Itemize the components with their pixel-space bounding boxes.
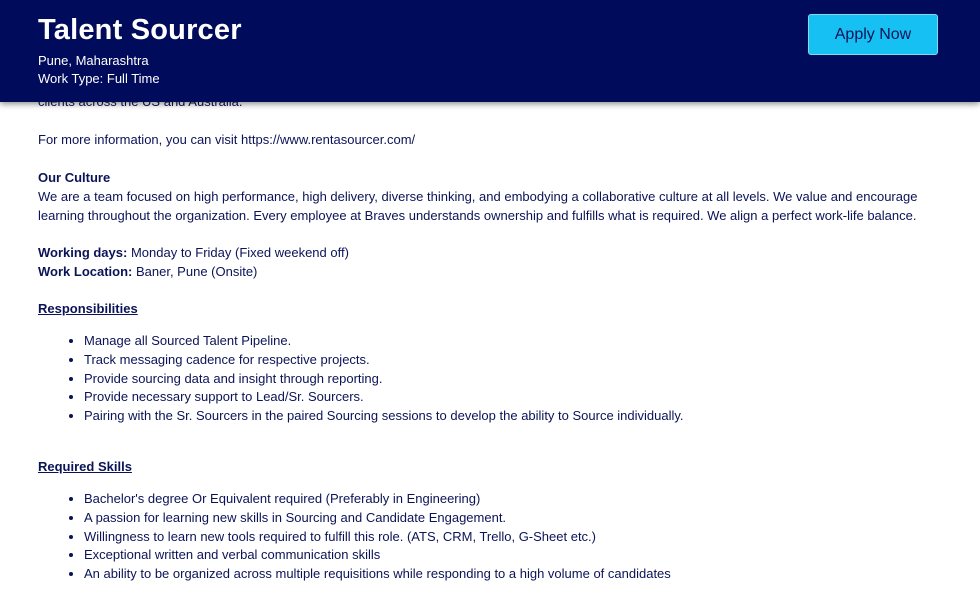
- apply-now-button[interactable]: Apply Now: [808, 14, 938, 55]
- job-location: Pune, Maharashtra: [38, 53, 149, 68]
- working-days-label: Working days:: [38, 245, 128, 260]
- list-item: • Willingness to learn new tools required to fulfill this role. (ATS, CRM, Trello, G-Sheet etc.): [84, 528, 964, 547]
- culture-text: We are a team focused on high performance, high delivery, diverse thinking, and embodying a collaborative culture at all levels. We value and encourage learning throughout the organization. Every employee at Braves understands ownership and fulfills what is required. We align a perfect work-life balance.: [38, 189, 918, 223]
- list-item: • Pairing with the Sr. Sourcers in the paired Sourcing sessions to develop the ability to Source individually.: [84, 407, 964, 426]
- more-info-text: For more information, you can visit https://www.rentasourcer.com/: [38, 132, 416, 147]
- work-location-value: Baner, Pune (Onsite): [132, 264, 258, 279]
- list-item: • Bachelor's degree Or Equivalent required (Preferably in Engineering): [84, 490, 964, 509]
- job-header: [0, 0, 980, 102]
- work-location: [38, 263, 938, 282]
- list-item: • Provide sourcing data and insight through reporting.: [84, 370, 964, 389]
- list-item: • An ability to be organized across multiple requisitions while responding to a high volume of candidates: [84, 565, 964, 584]
- culture-heading: Our Culture: [38, 170, 111, 185]
- list-item: • A passion for learning new skills in Sourcing and Candidate Engagement.: [84, 509, 964, 528]
- work-type: Work Type: Full Time: [38, 71, 160, 86]
- responsibilities-list: [38, 332, 964, 426]
- list-item: • Exceptional written and verbal communication skills: [84, 546, 964, 565]
- working-days: [38, 244, 938, 263]
- job-title: Talent Sourcer: [38, 14, 242, 46]
- list-item: • Provide necessary support to Lead/Sr. Sourcers.: [84, 388, 964, 407]
- list-item: • Track messaging cadence for respective projects.: [84, 351, 964, 370]
- working-days-value: Monday to Friday (Fixed weekend off): [127, 245, 349, 260]
- work-location-label: Work Location:: [38, 264, 133, 279]
- required-skills-heading: Required Skills: [38, 459, 132, 474]
- list-item: • Manage all Sourced Talent Pipeline.: [84, 332, 964, 351]
- responsibilities-heading: Responsibilities: [38, 301, 138, 316]
- required-skills-list: [38, 490, 964, 584]
